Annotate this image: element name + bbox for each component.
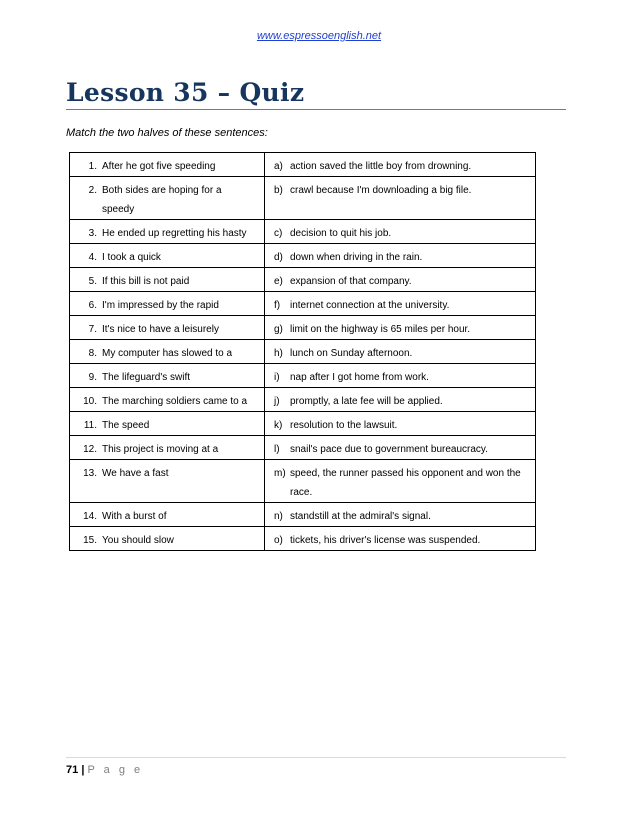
sentence-start: If this bill is not paid [102, 276, 190, 287]
table-row [70, 316, 536, 340]
item-number: 11. [83, 420, 97, 431]
sentence-end: nap after I got home from work. [290, 372, 429, 383]
table-row [70, 412, 536, 436]
quiz-table [69, 152, 536, 551]
sentence-start-cell [70, 460, 265, 503]
sentence-end: decision to quit his job. [290, 228, 392, 239]
item-number: 3. [88, 228, 97, 239]
table-row [70, 527, 536, 551]
sentence-start: My computer has slowed to a [102, 348, 233, 359]
sentence-start-cell [70, 153, 265, 177]
table-row [70, 436, 536, 460]
sentence-end-cell [265, 340, 536, 364]
item-letter: f) [274, 300, 281, 311]
sentence-end: speed, the runner passed his opponent and won the race. [290, 468, 521, 498]
table-row [70, 177, 536, 220]
item-letter: l) [274, 444, 280, 455]
sentence-end: promptly, a late fee will be applied. [290, 396, 443, 407]
sentence-end-cell [265, 388, 536, 412]
sentence-start: The lifeguard's swift [102, 372, 191, 383]
sentence-start-cell [70, 220, 265, 244]
page-number: 71 [66, 764, 79, 776]
sentence-start: With a burst of [102, 511, 167, 522]
quiz-table-body [70, 153, 536, 551]
sentence-end-cell [265, 436, 536, 460]
title-underline [66, 109, 566, 110]
sentence-end-cell [265, 364, 536, 388]
table-row [70, 268, 536, 292]
table-row [70, 244, 536, 268]
sentence-end-cell [265, 292, 536, 316]
table-row [70, 340, 536, 364]
sentence-end-cell [265, 503, 536, 527]
table-row [70, 292, 536, 316]
sentence-start-cell [70, 436, 265, 460]
sentence-start-cell [70, 388, 265, 412]
sentence-end: internet connection at the university. [290, 300, 450, 311]
page-footer [66, 764, 143, 776]
item-letter: h) [274, 348, 283, 359]
sentence-end-cell [265, 316, 536, 340]
item-letter: n) [274, 511, 283, 522]
sentence-start-cell [70, 340, 265, 364]
item-letter: m) [274, 468, 286, 479]
sentence-start-cell [70, 268, 265, 292]
footer-divider [66, 757, 566, 758]
item-number: 8. [88, 348, 97, 359]
sentence-start: After he got five speeding [102, 161, 216, 172]
item-number: 12. [83, 444, 97, 455]
table-row [70, 220, 536, 244]
sentence-end-cell [265, 412, 536, 436]
sentence-end-cell [265, 153, 536, 177]
page-title: Lesson 35 – Quiz [66, 78, 305, 107]
item-number: 5. [88, 276, 97, 287]
table-row [70, 460, 536, 503]
sentence-end: lunch on Sunday afternoon. [290, 348, 413, 359]
sentence-end: resolution to the lawsuit. [290, 420, 398, 431]
item-number: 7. [88, 324, 97, 335]
sentence-start-cell [70, 177, 265, 220]
item-letter: e) [274, 276, 283, 287]
sentence-start-cell [70, 503, 265, 527]
item-number: 1. [88, 161, 97, 172]
sentence-end-cell [265, 220, 536, 244]
sentence-end: tickets, his driver's license was suspended. [290, 535, 481, 546]
item-number: 13. [83, 468, 97, 479]
sentence-start: The speed [102, 420, 150, 431]
sentence-end: limit on the highway is 65 miles per hour. [290, 324, 471, 335]
item-number: 15. [83, 535, 97, 546]
sentence-end: crawl because I'm downloading a big file. [290, 185, 472, 196]
sentence-end-cell [265, 268, 536, 292]
item-number: 14. [83, 511, 97, 522]
sentence-end: down when driving in the rain. [290, 252, 423, 263]
table-row [70, 153, 536, 177]
sentence-end: expansion of that company. [290, 276, 412, 287]
item-letter: b) [274, 185, 283, 196]
table-row [70, 364, 536, 388]
table-row [70, 388, 536, 412]
item-letter: d) [274, 252, 283, 263]
sentence-start: I'm impressed by the rapid [102, 300, 219, 311]
instructions: Match the two halves of these sentences: [66, 127, 268, 139]
table-row [70, 503, 536, 527]
sentence-start: We have a fast [102, 468, 169, 479]
sentence-start: He ended up regretting his hasty [102, 228, 247, 239]
item-number: 2. [88, 185, 97, 196]
sentence-start-cell [70, 412, 265, 436]
sentence-start: Both sides are hoping for a speedy [102, 185, 222, 215]
item-letter: g) [274, 324, 283, 335]
website-url[interactable]: www.espressoenglish.net [256, 30, 382, 42]
sentence-end-cell [265, 460, 536, 503]
sentence-start-cell [70, 292, 265, 316]
sentence-end: standstill at the admiral's signal. [290, 511, 431, 522]
sentence-start: The marching soldiers came to a [102, 396, 248, 407]
item-number: 6. [88, 300, 97, 311]
page-label: P a g e [87, 764, 144, 776]
footer-separator: | [81, 764, 85, 776]
sentence-start-cell [70, 364, 265, 388]
sentence-start-cell [70, 244, 265, 268]
item-number: 4. [88, 252, 97, 263]
item-letter: i) [274, 372, 280, 383]
sentence-start: This project is moving at a [102, 444, 219, 455]
sentence-end-cell [265, 244, 536, 268]
item-letter: c) [274, 228, 283, 239]
sentence-start: You should slow [102, 535, 174, 546]
sentence-end: action saved the little boy from drowning. [290, 161, 472, 172]
sentence-start: I took a quick [102, 252, 161, 263]
sentence-end-cell [265, 527, 536, 551]
item-number: 9. [88, 372, 97, 383]
sentence-start-cell [70, 316, 265, 340]
item-letter: k) [274, 420, 283, 431]
sentence-start: It's nice to have a leisurely [102, 324, 219, 335]
sentence-start-cell [70, 527, 265, 551]
sentence-end: snail's pace due to government bureaucracy. [290, 444, 488, 455]
item-letter: j) [274, 396, 280, 407]
item-number: 10. [83, 396, 97, 407]
item-letter: a) [274, 161, 283, 172]
sentence-end-cell [265, 177, 536, 220]
item-letter: o) [274, 535, 283, 546]
